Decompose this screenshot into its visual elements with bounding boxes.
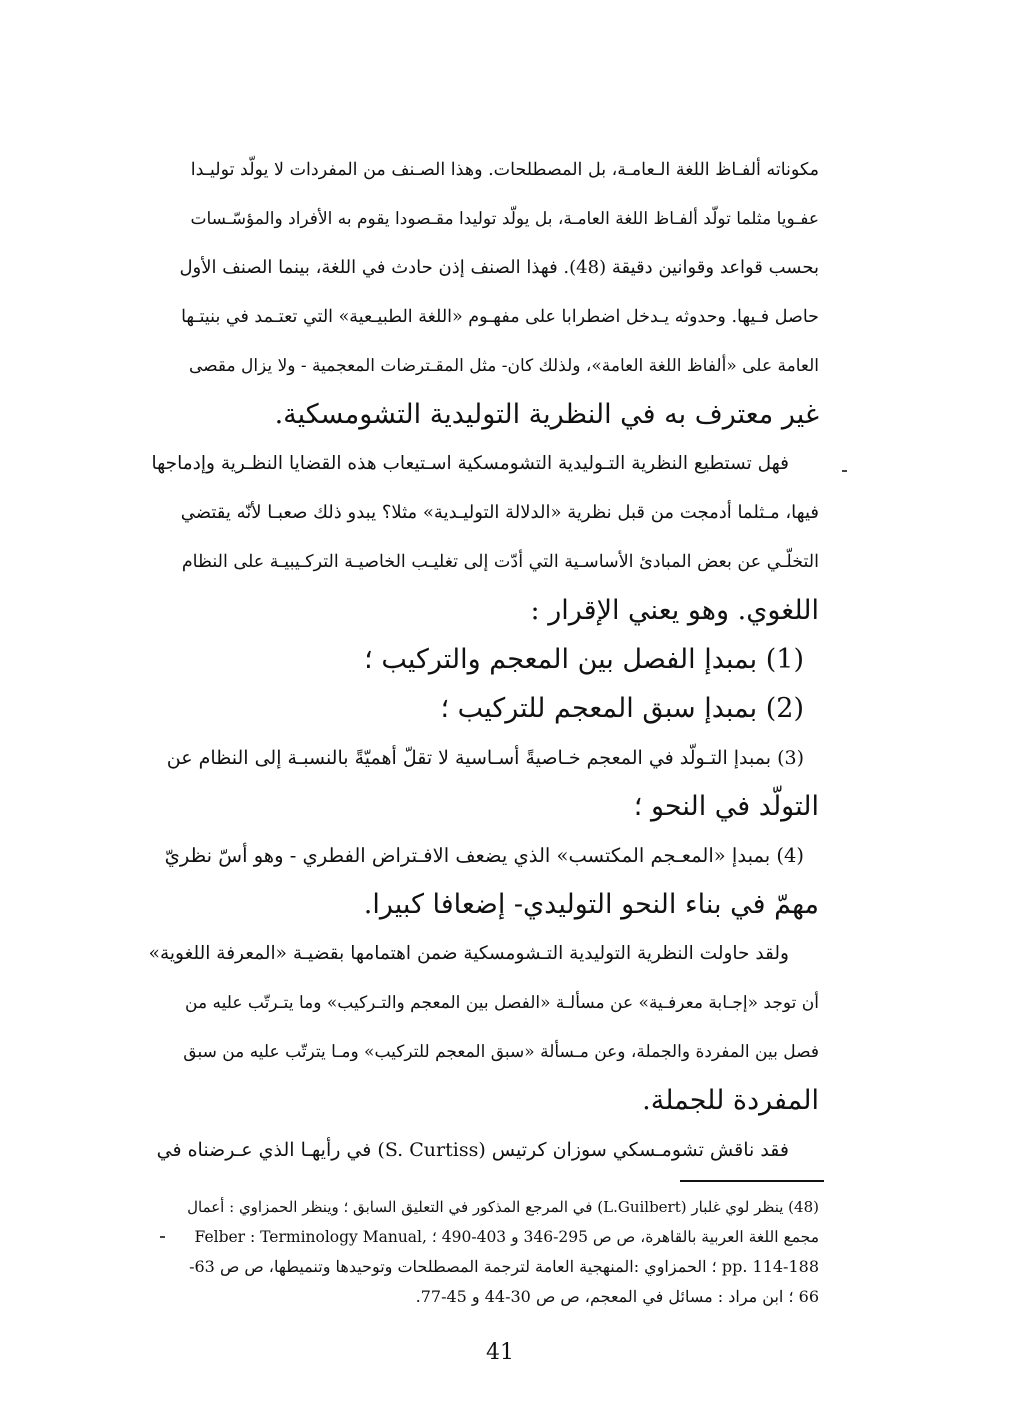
body-line: فيها، مـثلما أدمجت من قبل نظرية «الدلالة التوليـدية» مثلا؟ يبدو ذلك صعبـا لأنّه يقتضي xyxy=(180,502,819,523)
body-line: التولّد في النحو ؛ xyxy=(633,791,819,822)
footnote-latin-text: Felber : Terminology Manual, xyxy=(194,1228,427,1246)
list-item: (1) بمبدإ الفصل بين المعجم والتركيب ؛ xyxy=(364,644,804,675)
body-line: حاصل فـيها. وحدوثه يـدخل اضطرابا على مفهـوم «اللغة الطبيـعية» التي تعتـمد في بنيتـها xyxy=(181,307,819,327)
body-line: أن توجد «إجـابة معرفـية» عن مسألـة «الفصل بين المعجم والتـركيب» وما يتـرتّب عليه من xyxy=(185,993,819,1013)
body-line: بحسب قواعد وقوانين دقيقة (48). فهذا الصنف إذن حادث في اللغة، بينما الصنف الأول xyxy=(179,257,819,278)
body-line: العامة على «ألفاظ اللغة العامة»، ولذلك كان- مثل المقـترضات المعجمية - ولا يزال مقصى xyxy=(188,356,819,376)
footnote-arabic-text: ؛ الحمزاوي :المنهجية العامة لترجمة المصطلحات وتوحيدها وتنميطها، ص ص 63- xyxy=(189,1257,717,1276)
paragraph-start-line: ولقد حاولت النظرية التوليدية التـشومسكية ضمن اهتمامها بقضيـة «المعرفة اللغوية» xyxy=(148,943,789,964)
paragraph-start-line: فهل تستطيع النظرية التـوليدية التشومسكية اسـتيعاب هذه القضايا النظـرية وإدماجها xyxy=(151,453,789,474)
footnote-line: 66 ؛ ابن مراد : مسائل في المعجم، ص ص 30-44 و 45-77. xyxy=(415,1287,819,1306)
body-line: عفـويا مثلما تولّد ألفـاظ اللغة العامـة، بل يولّد توليدا مقـصودا يقوم به الأفراد والمؤسّـسات xyxy=(190,209,819,229)
footnote-separator xyxy=(680,1180,824,1182)
footnote-line xyxy=(195,1222,819,1252)
body-line: التخلّـي عن بعض المبادئ الأساسـية التي أدّت إلى تغليـب الخاصيـة التركـيبيـة على النظام xyxy=(181,552,819,572)
scan-speck xyxy=(160,1236,165,1238)
body-line: مهمّ في بناء النحو التوليدي- إضعافا كبيرا. xyxy=(363,889,819,920)
list-item: (2) بمبدإ سبق المعجم للتركيب ؛ xyxy=(440,693,804,724)
footnote-arabic-text: مجمع اللغة العربية بالقاهرة، ص ص 295-346 و 403-490 ؛ xyxy=(431,1228,819,1246)
footnote-line xyxy=(189,1252,819,1282)
footnote-latin-text: pp. 114-188 xyxy=(721,1257,819,1276)
page-number: 41 xyxy=(486,1340,514,1365)
body-line: فصل بين المفردة والجملة، وعن مـسألة «سبق المعجم للتركيب» ومـا يترتّب عليه من سبق xyxy=(183,1042,819,1062)
scan-speck xyxy=(842,470,847,472)
body-line: المفردة للجملة. xyxy=(642,1085,819,1116)
paragraph-start-line: فقد ناقش تشومـسكي سوزان كرتيس (S. Curtiss) في رأيهـا الذي عـرضناه في xyxy=(156,1139,789,1161)
list-item: (3) بمبدإ التـولّد في المعجم خـاصيةً أسـاسية لا تقلّ أهميّةً بالنسبـة إلى النظام عن xyxy=(166,747,804,769)
body-line: غير معترف به في النظرية التوليدية التشومسكية. xyxy=(274,399,819,430)
list-item: (4) بمبدإ «المعـجم المكتسب» الذي يضعف الافـتراض الفطري - وهو أسّ نظريّ xyxy=(164,844,804,867)
body-line: اللغوي. وهو يعني الإقرار : xyxy=(530,595,819,626)
body-line: مكوناته ألفـاظ اللغة الـعامـة، بل المصطلحات. وهذا الصـنف من المفردات لا يولّد توليـدا xyxy=(190,160,819,180)
footnote-line: (48) ينظر لوي غلبار (L.Guilbert) في المرجع المذكور في التعليق السابق ؛ وينظر الحمزاوي : أعمال xyxy=(187,1198,819,1216)
